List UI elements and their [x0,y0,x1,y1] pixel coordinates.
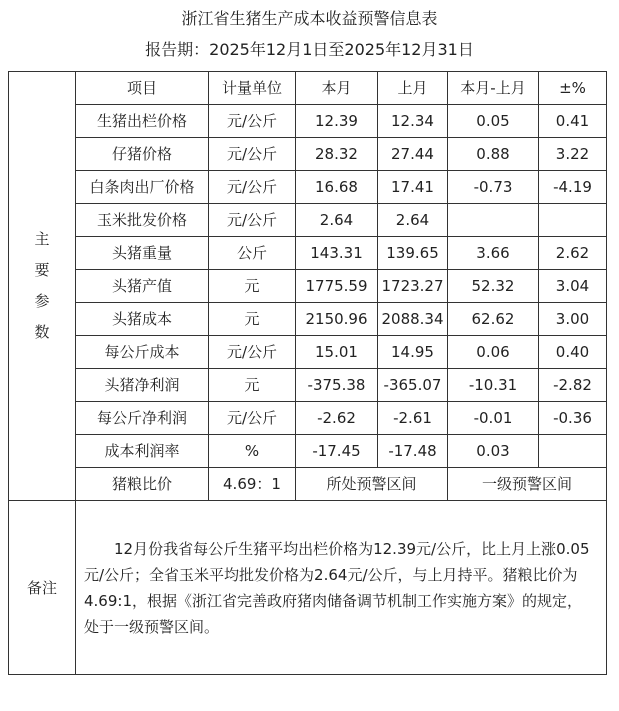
header-row [9,72,607,105]
diff-cell [448,204,539,237]
diff-cell: 62.62 [448,303,539,336]
item-cell: 生猪出栏价格 [76,105,209,138]
previous-cell: 27.44 [378,138,448,171]
current-cell: 1775.59 [296,270,378,303]
side-label-char: 数 [34,323,50,341]
pct-cell: 3.00 [539,303,607,336]
warning-zone-label-cell: 所处预警区间 [296,468,448,501]
previous-cell: 1723.27 [378,270,448,303]
unit-cell: 元/公斤 [209,204,296,237]
column-header: 项目 [76,72,209,105]
previous-cell: 2088.34 [378,303,448,336]
current-cell: 2.64 [296,204,378,237]
pct-cell: -4.19 [539,171,607,204]
side-label-cell [9,72,76,501]
report-title: 浙江省生猪生产成本收益预警信息表 [181,9,438,28]
ratio-label-cell: 猪粮比价 [76,468,209,501]
diff-cell: -10.31 [448,369,539,402]
diff-cell: 3.66 [448,237,539,270]
current-cell: 16.68 [296,171,378,204]
current-cell: 12.39 [296,105,378,138]
column-header: ±% [539,72,607,105]
diff-cell: 0.03 [448,435,539,468]
diff-cell: -0.73 [448,171,539,204]
column-header: 计量单位 [209,72,296,105]
item-cell: 头猪重量 [76,237,209,270]
current-cell: 143.31 [296,237,378,270]
previous-cell: 2.64 [378,204,448,237]
side-label-char: 要 [34,261,50,279]
unit-cell: 公斤 [209,237,296,270]
report-period: 报告期：2025年12月1日至2025年12月31日 [145,40,474,59]
pct-cell: 0.41 [539,105,607,138]
table-row [9,336,607,369]
table-row [9,402,607,435]
column-header: 本月-上月 [448,72,539,105]
warning-zone-value-cell: 一级预警区间 [448,468,607,501]
pct-cell: 3.04 [539,270,607,303]
unit-cell: 元/公斤 [209,105,296,138]
diff-cell: 0.88 [448,138,539,171]
column-header: 上月 [378,72,448,105]
current-cell: -2.62 [296,402,378,435]
ratio-value-cell: 4.69：1 [209,468,296,501]
previous-cell: 17.41 [378,171,448,204]
item-cell: 头猪产值 [76,270,209,303]
note-row [9,501,607,675]
table-row [9,237,607,270]
diff-cell: 0.05 [448,105,539,138]
unit-cell: 元/公斤 [209,138,296,171]
item-cell: 头猪净利润 [76,369,209,402]
unit-cell: 元/公斤 [209,402,296,435]
item-cell: 头猪成本 [76,303,209,336]
diff-cell: -0.01 [448,402,539,435]
unit-cell: % [209,435,296,468]
unit-cell: 元/公斤 [209,171,296,204]
ratio-row [9,468,607,501]
previous-cell: -2.61 [378,402,448,435]
current-cell: 15.01 [296,336,378,369]
diff-cell: 0.06 [448,336,539,369]
item-cell: 玉米批发价格 [76,204,209,237]
note-text-cell [76,501,607,675]
table-row [9,270,607,303]
previous-cell: 12.34 [378,105,448,138]
unit-cell: 元 [209,270,296,303]
item-cell: 白条肉出厂价格 [76,171,209,204]
item-cell: 仔猪价格 [76,138,209,171]
previous-cell: -17.48 [378,435,448,468]
table-row [9,204,607,237]
report-table [8,71,607,675]
previous-cell: 139.65 [378,237,448,270]
table-row [9,171,607,204]
table-row [9,105,607,138]
pct-cell [539,435,607,468]
note-paragraph: 12月份我省每公斤生猪平均出栏价格为12.39元/公斤，比上月上涨0.05元/公斤；全省玉米平均批发价格为2.64元/公斤，与上月持平。猪粮比价为4.69:1，根据《浙江省完善政府猪肉储备调节机制工作实施方案》的规定，处于一级预警区间。 [84,539,590,636]
current-cell: -17.45 [296,435,378,468]
side-label-char: 参 [34,292,50,310]
note-label-cell: 备注 [9,501,76,675]
side-label-char: 主 [34,230,50,248]
table-row [9,303,607,336]
pct-cell: 3.22 [539,138,607,171]
pct-cell: -2.82 [539,369,607,402]
table-row [9,369,607,402]
previous-cell: 14.95 [378,336,448,369]
item-cell: 成本利润率 [76,435,209,468]
current-cell: 28.32 [296,138,378,171]
pct-cell: -0.36 [539,402,607,435]
item-cell: 每公斤成本 [76,336,209,369]
diff-cell: 52.32 [448,270,539,303]
current-cell: 2150.96 [296,303,378,336]
current-cell: -375.38 [296,369,378,402]
pct-cell: 0.40 [539,336,607,369]
unit-cell: 元/公斤 [209,336,296,369]
unit-cell: 元 [209,303,296,336]
pct-cell [539,204,607,237]
previous-cell: -365.07 [378,369,448,402]
table-row [9,435,607,468]
item-cell: 每公斤净利润 [76,402,209,435]
unit-cell: 元 [209,369,296,402]
table-row [9,138,607,171]
pct-cell: 2.62 [539,237,607,270]
column-header: 本月 [296,72,378,105]
